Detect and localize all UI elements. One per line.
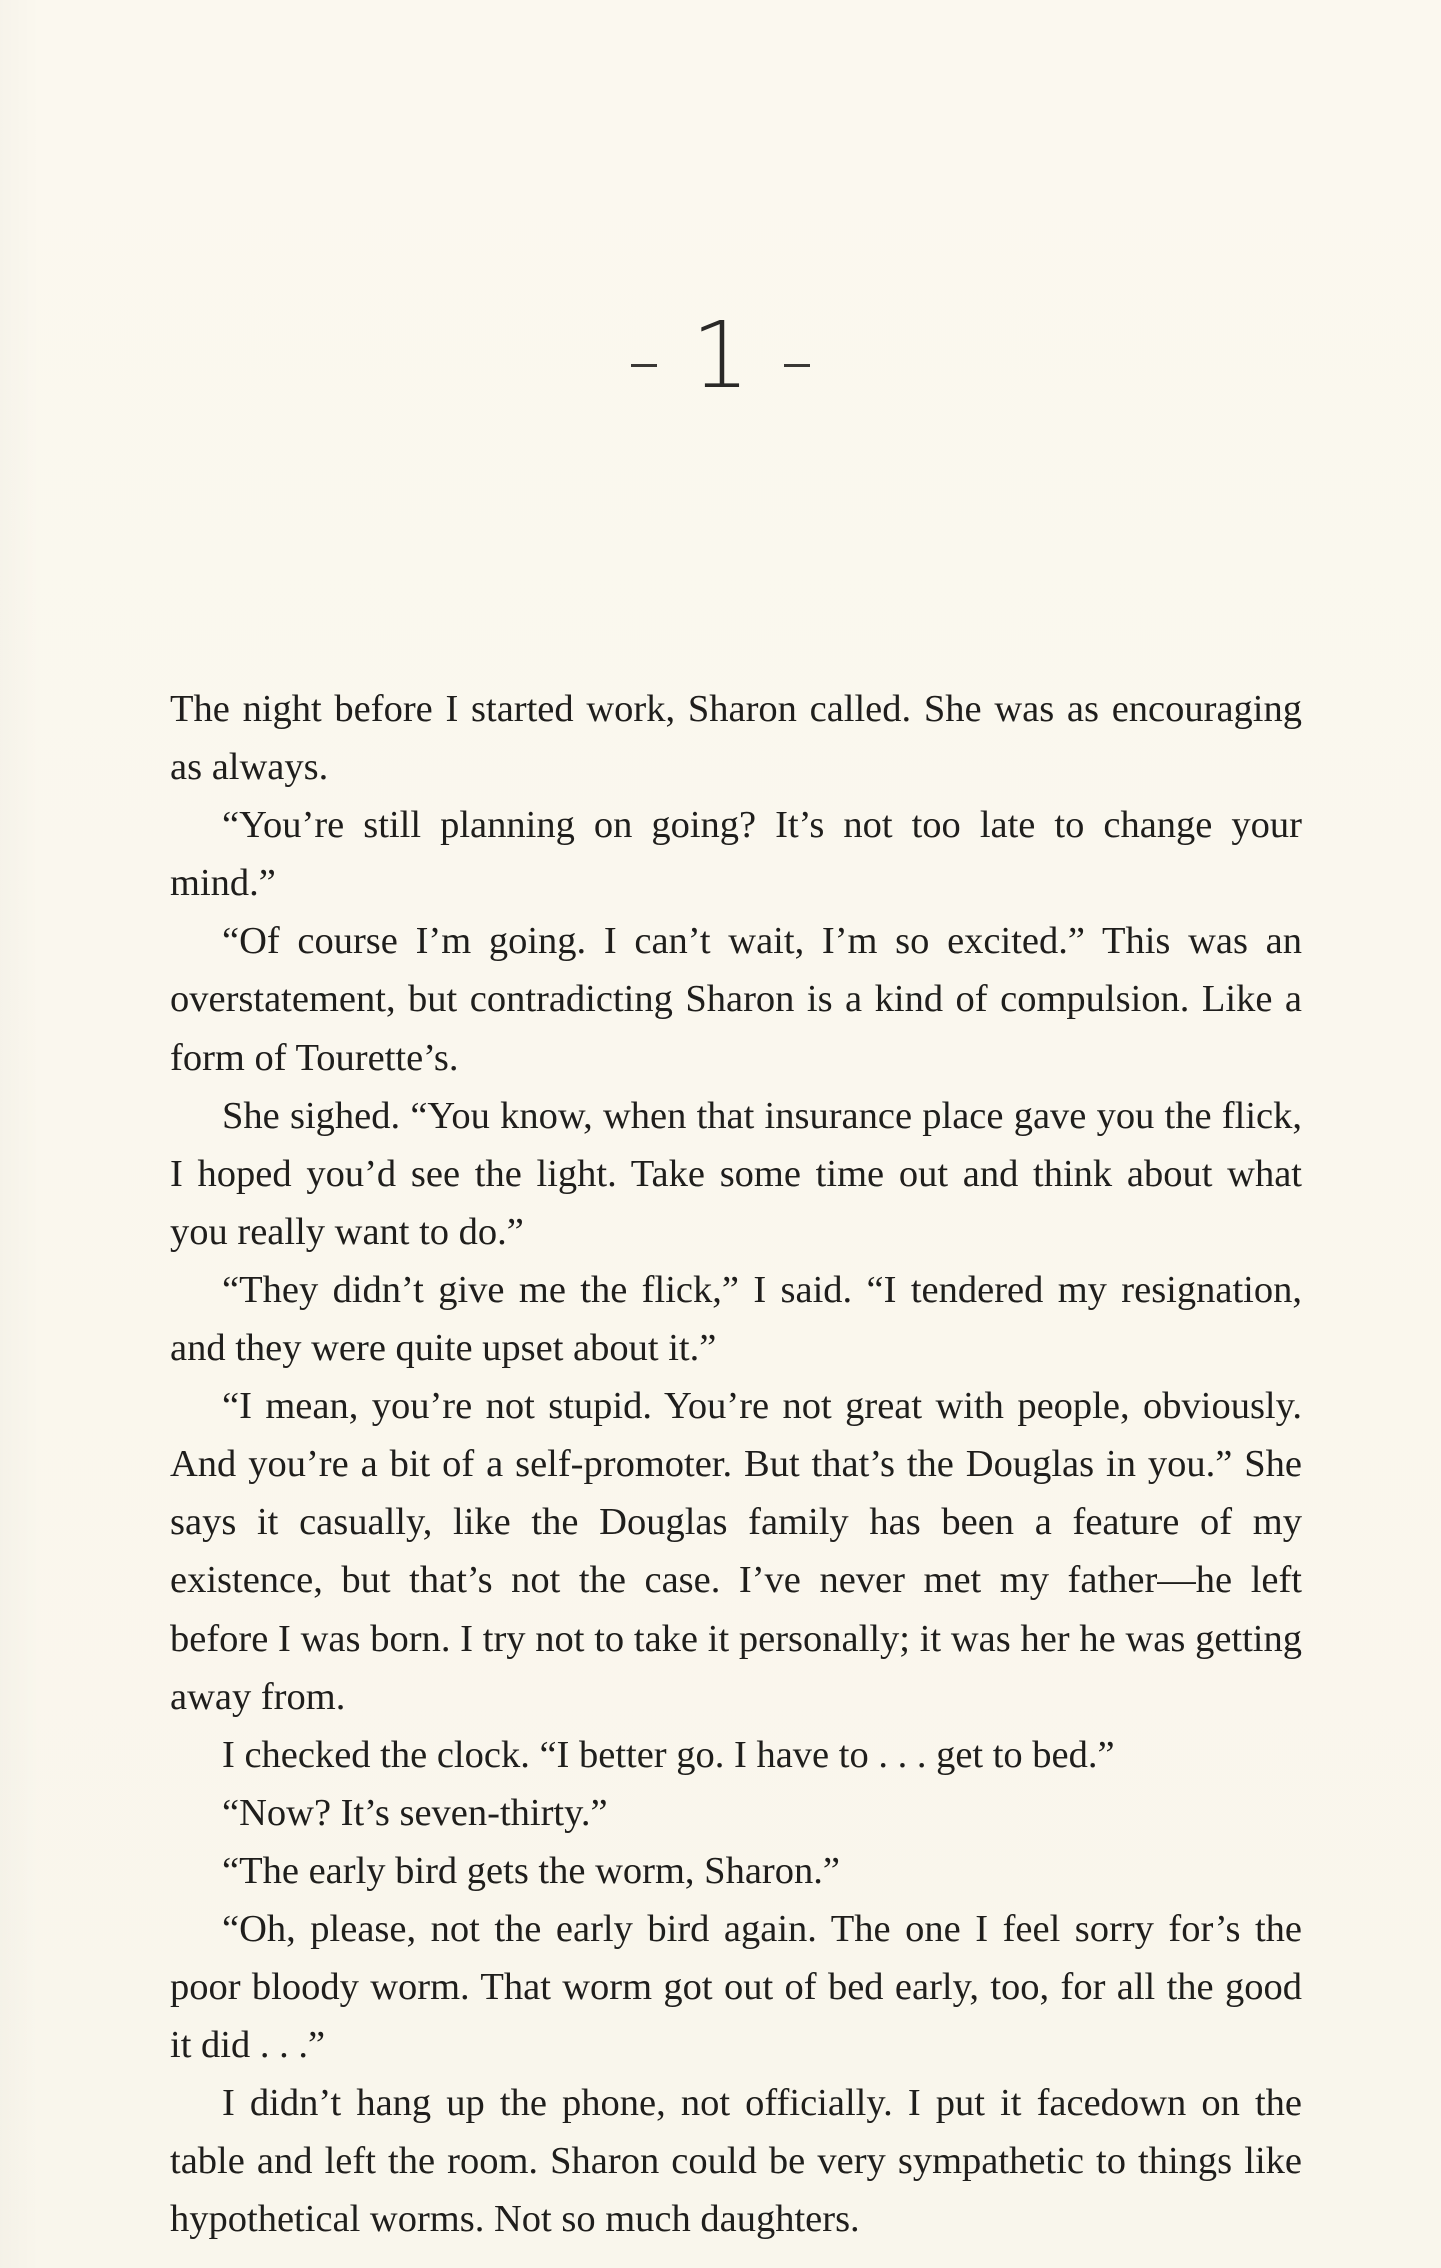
paragraph: “The early bird gets the worm, Sharon.” <box>222 1849 840 1892</box>
paragraph: “You’re still planning on going? It’s not too late to change your mind.” <box>170 804 1302 905</box>
paragraph: “Oh, please, not the early bird again. The one I feel sorry for’s the poor bloody worm. That worm got out of bed early, too, for all the good it did . . .” <box>170 1907 1302 2067</box>
paragraph: The night before I started work, Sharon called. She was as encouraging as always. <box>170 688 1302 789</box>
chapter-dash-right <box>784 364 810 367</box>
paragraph: She sighed. “You know, when that insurance place gave you the flick, I hoped you’d see the light. Take some time out and think about what you really want to do.” <box>170 1094 1302 1253</box>
paragraph: I didn’t hang up the phone, not officially. I put it facedown on the table and left the room. Sharon could be very sympathetic to things like hypothetical worms. Not so much daughters. <box>170 2082 1302 2241</box>
paragraph: “I mean, you’re not stupid. You’re not great with people, obviously. And you’re a bit of a self-promoter. But that’s the Douglas in you.” She says it casually, like the Douglas family has been a feature of my existence, but that’s not the case. I’ve never met my father—he left before I was born. I try not to take it personally; it was her he was getting away from. <box>170 1385 1302 1718</box>
paragraph: “They didn’t give me the flick,” I said. “I tendered my resignation, and they were quite upset about it.” <box>170 1268 1302 1370</box>
paragraph: I checked the clock. “I better go. I have to . . . get to bed.” <box>222 1733 1115 1776</box>
chapter-heading <box>0 302 1441 409</box>
paragraph: “Of course I’m going. I can’t wait, I’m so excited.” This was an overstatement, but contradicting Sharon is a kind of compulsion. Like a form of Tourette’s. <box>170 920 1302 1079</box>
paragraph: “Now? It’s seven-thirty.” <box>222 1791 608 1834</box>
chapter-number: 1 <box>691 302 750 409</box>
chapter-body <box>170 680 1302 2249</box>
chapter-dash-left <box>631 364 657 367</box>
